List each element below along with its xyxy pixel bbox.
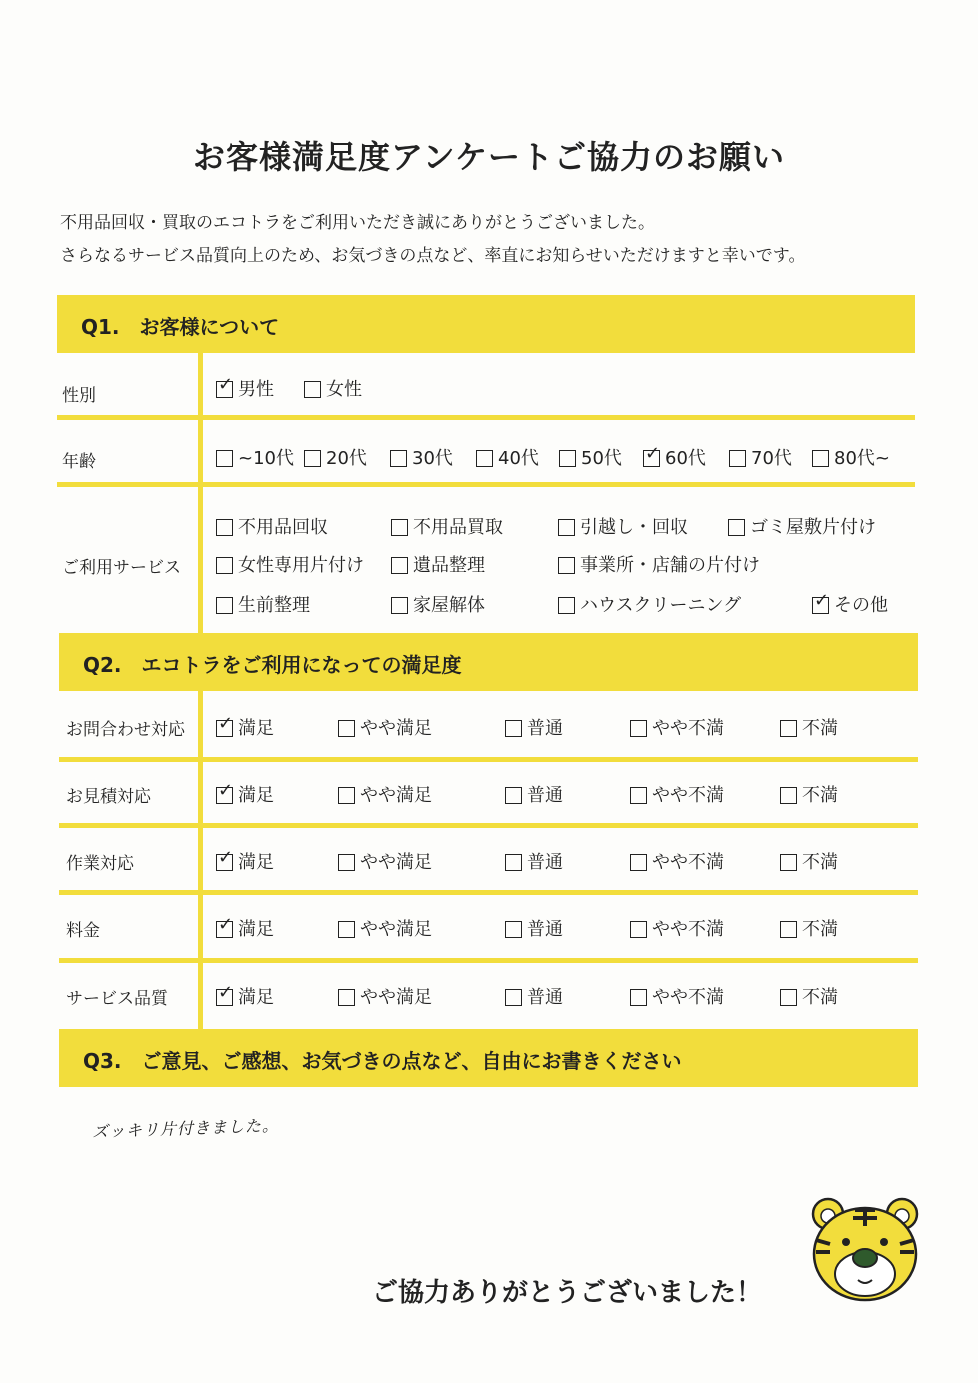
rating-option[interactable] — [338, 915, 432, 941]
option-label: 60代 — [665, 448, 706, 469]
checkbox[interactable] — [304, 450, 321, 467]
option-label: 70代 — [751, 448, 792, 469]
option-label: 20代 — [326, 448, 367, 469]
option-label: 40代 — [498, 448, 539, 469]
free-comment-answer[interactable]: ズッキリ片付きました。 — [91, 1115, 280, 1142]
rating-option[interactable] — [505, 714, 563, 740]
check-mark-icon: ✓ — [218, 374, 234, 395]
rating-option[interactable] — [780, 714, 838, 740]
checkbox[interactable] — [558, 597, 575, 614]
checkbox[interactable] — [505, 989, 522, 1006]
checkbox[interactable] — [216, 374, 234, 398]
q1-heading-band — [57, 295, 915, 353]
option-label: 普通 — [527, 987, 563, 1008]
rating-option[interactable] — [780, 915, 838, 941]
option-label: 引越し・回収 — [580, 517, 688, 538]
age-option[interactable] — [812, 444, 890, 470]
rating-option[interactable] — [630, 714, 724, 740]
checkbox[interactable] — [338, 921, 355, 938]
checkbox[interactable] — [391, 597, 408, 614]
checkbox[interactable] — [558, 557, 575, 574]
option-label: やや不満 — [652, 987, 724, 1008]
option-label: 不用品回収 — [238, 517, 328, 538]
checkbox[interactable] — [304, 381, 321, 398]
rating-option[interactable] — [338, 781, 432, 807]
rating-option[interactable] — [505, 915, 563, 941]
age-option[interactable] — [559, 444, 622, 470]
option-label: やや不満 — [652, 718, 724, 739]
age-option[interactable] — [216, 444, 294, 470]
option-label: 満足 — [238, 919, 274, 940]
q2-heading: Q2. エコトラをご利用になっての満足度 — [83, 653, 462, 677]
check-mark-icon: ✓ — [645, 443, 661, 464]
page-title: お客様満足度アンケートご協力のお願い — [192, 138, 786, 176]
checkbox[interactable] — [505, 720, 522, 737]
option-label: 満足 — [238, 987, 274, 1008]
rating-option[interactable] — [630, 915, 724, 941]
divider — [59, 958, 918, 963]
checkbox[interactable] — [559, 450, 576, 467]
option-label: やや満足 — [360, 718, 432, 739]
service-option[interactable] — [558, 513, 688, 539]
rating-option[interactable] — [216, 983, 274, 1009]
checkbox[interactable] — [390, 450, 407, 467]
rating-option[interactable] — [630, 848, 724, 874]
option-label: やや満足 — [360, 987, 432, 1008]
option-label: 満足 — [238, 718, 274, 739]
option-label: 不満 — [802, 987, 838, 1008]
option-label: ゴミ屋敷片付け — [750, 517, 876, 538]
service-option[interactable] — [391, 591, 485, 617]
gender-option[interactable] — [304, 375, 362, 401]
option-label: 普通 — [527, 919, 563, 940]
age-option[interactable] — [729, 444, 792, 470]
rating-option[interactable] — [338, 983, 432, 1009]
service-option[interactable] — [728, 513, 876, 539]
rating-row-label: お見積対応 — [66, 787, 151, 807]
rating-option[interactable] — [505, 983, 563, 1009]
option-label: 満足 — [238, 852, 274, 873]
age-option[interactable] — [643, 444, 706, 470]
q1-heading: Q1. お客様について — [81, 315, 280, 339]
rating-row-label: サービス品質 — [66, 989, 168, 1009]
option-label: 生前整理 — [238, 595, 310, 616]
rating-option[interactable] — [780, 983, 838, 1009]
checkbox[interactable] — [780, 720, 797, 737]
checkbox[interactable] — [505, 787, 522, 804]
option-label: 不満 — [802, 852, 838, 873]
age-label: 年齢 — [62, 452, 96, 472]
checkbox[interactable] — [216, 713, 234, 737]
checkbox[interactable] — [338, 854, 355, 871]
divider — [59, 823, 918, 828]
checkbox[interactable] — [216, 597, 233, 614]
service-option[interactable] — [391, 513, 503, 539]
rating-option[interactable] — [216, 848, 274, 874]
check-mark-icon: ✓ — [814, 590, 830, 611]
checkbox[interactable] — [812, 590, 830, 614]
checkbox[interactable] — [216, 847, 234, 871]
option-label: 遺品整理 — [413, 555, 485, 576]
option-label: 普通 — [527, 852, 563, 873]
checkbox[interactable] — [391, 557, 408, 574]
q2-heading-band — [59, 633, 918, 691]
checkbox[interactable] — [729, 450, 746, 467]
checkbox[interactable] — [558, 519, 575, 536]
checkbox[interactable] — [505, 921, 522, 938]
checkbox[interactable] — [391, 519, 408, 536]
service-option[interactable] — [812, 591, 888, 617]
option-label: 普通 — [527, 785, 563, 806]
service-option[interactable] — [391, 551, 485, 577]
check-mark-icon: ✓ — [218, 847, 234, 868]
checkbox[interactable] — [630, 854, 647, 871]
divider — [59, 757, 918, 762]
option-label: 不満 — [802, 919, 838, 940]
age-option[interactable] — [390, 444, 453, 470]
tiger-mascot-icon — [808, 1196, 922, 1304]
option-label: 男性 — [238, 379, 274, 400]
rating-option[interactable] — [216, 781, 274, 807]
option-label: やや満足 — [360, 785, 432, 806]
rating-option[interactable] — [780, 848, 838, 874]
closing-message: ご協力ありがとうございました！ — [372, 1278, 763, 1308]
checkbox[interactable] — [216, 557, 233, 574]
option-label: 不満 — [802, 718, 838, 739]
checkbox[interactable] — [338, 989, 355, 1006]
option-label: やや不満 — [652, 852, 724, 873]
service-option[interactable] — [216, 513, 328, 539]
checkbox[interactable] — [812, 450, 829, 467]
checkbox[interactable] — [780, 921, 797, 938]
check-mark-icon: ✓ — [218, 914, 234, 935]
checkbox[interactable] — [338, 787, 355, 804]
q2-column-divider — [198, 691, 203, 1029]
q3-heading: Q3. ご意見、ご感想、お気づきの点など、自由にお書きください — [83, 1049, 682, 1073]
divider — [57, 415, 915, 420]
checkbox[interactable] — [338, 720, 355, 737]
option-label: やや不満 — [652, 785, 724, 806]
option-label: 50代 — [581, 448, 622, 469]
option-label: 女性専用片付け — [238, 555, 364, 576]
checkbox[interactable] — [216, 914, 234, 938]
option-label: やや満足 — [360, 919, 432, 940]
option-label: 80代~ — [834, 448, 890, 469]
rating-option[interactable] — [216, 714, 274, 740]
option-label: やや満足 — [360, 852, 432, 873]
rating-option[interactable] — [630, 781, 724, 807]
checkbox[interactable] — [643, 443, 661, 467]
intro-line-1: 不用品回収・買取のエコトラをご利用いただき誠にありがとうございました。 — [60, 213, 655, 233]
age-option[interactable] — [304, 444, 367, 470]
checkbox[interactable] — [216, 982, 234, 1006]
option-label: 事業所・店舗の片付け — [580, 555, 760, 576]
checkbox[interactable] — [630, 921, 647, 938]
option-label: 不用品買取 — [413, 517, 503, 538]
option-label: 不満 — [802, 785, 838, 806]
option-label: やや不満 — [652, 919, 724, 940]
checkbox[interactable] — [630, 787, 647, 804]
rating-row-label: お問合わせ対応 — [66, 720, 185, 740]
divider — [59, 890, 918, 895]
rating-option[interactable] — [338, 848, 432, 874]
q1-column-divider — [198, 353, 203, 633]
gender-label: 性別 — [62, 386, 96, 406]
checkbox[interactable] — [476, 450, 493, 467]
service-option[interactable] — [558, 591, 741, 617]
service-option[interactable] — [558, 551, 760, 577]
option-label: 女性 — [326, 379, 362, 400]
rating-option[interactable] — [505, 848, 563, 874]
checkbox[interactable] — [216, 519, 233, 536]
divider — [57, 482, 915, 487]
q3-heading-band — [59, 1029, 918, 1087]
option-label: ハウスクリーニング — [580, 595, 742, 616]
checkbox[interactable] — [780, 787, 797, 804]
checkbox[interactable] — [216, 450, 233, 467]
service-label: ご利用サービス — [62, 558, 181, 578]
rating-option[interactable] — [216, 915, 274, 941]
option-label: その他 — [834, 595, 888, 616]
rating-option[interactable] — [780, 781, 838, 807]
intro-line-2: さらなるサービス品質向上のため、お気づきの点など、率直にお知らせいただけますと幸いです。 — [60, 246, 806, 266]
checkbox[interactable] — [780, 854, 797, 871]
check-mark-icon: ✓ — [218, 982, 234, 1003]
checkbox[interactable] — [630, 989, 647, 1006]
gender-option[interactable] — [216, 375, 274, 401]
rating-option[interactable] — [505, 781, 563, 807]
option-label: 普通 — [527, 718, 563, 739]
rating-option[interactable] — [338, 714, 432, 740]
option-label: ~10代 — [238, 448, 294, 469]
checkbox[interactable] — [630, 720, 647, 737]
service-option[interactable] — [216, 551, 364, 577]
option-label: 満足 — [238, 785, 274, 806]
check-mark-icon: ✓ — [218, 713, 234, 734]
rating-row-label: 作業対応 — [66, 854, 134, 874]
check-mark-icon: ✓ — [218, 780, 234, 801]
rating-row-label: 料金 — [66, 921, 100, 941]
rating-option[interactable] — [630, 983, 724, 1009]
age-option[interactable] — [476, 444, 539, 470]
option-label: 家屋解体 — [413, 595, 485, 616]
checkbox[interactable] — [780, 989, 797, 1006]
checkbox[interactable] — [505, 854, 522, 871]
option-label: 30代 — [412, 448, 453, 469]
checkbox[interactable] — [728, 519, 745, 536]
checkbox[interactable] — [216, 780, 234, 804]
service-option[interactable] — [216, 591, 310, 617]
